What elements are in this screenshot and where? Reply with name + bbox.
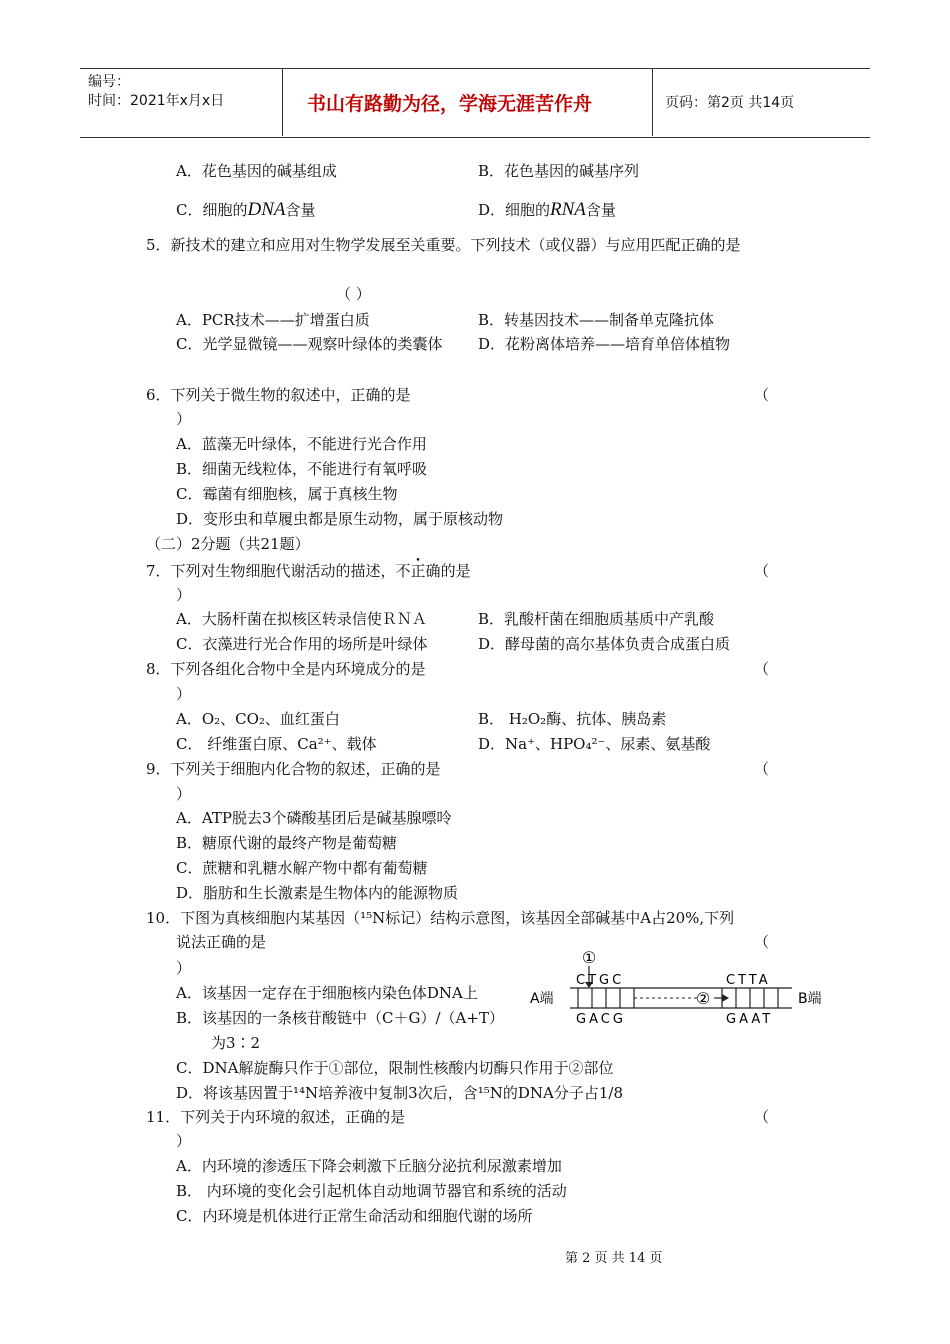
- q7-option-b: B．乳酸杆菌在细胞质基质中产乳酸: [478, 610, 715, 628]
- header-divider: [282, 68, 283, 136]
- q5-stem: 5．新技术的建立和应用对生物学发展至关重要。下列技术（或仪器）与应用匹配正确的是: [146, 236, 741, 254]
- q11-bracket-close: ）: [176, 1132, 192, 1150]
- q11-stem: 11．下列关于内环境的叙述，正确的是: [146, 1108, 406, 1126]
- q5-option-a: A．PCR技术——扩增蛋白质: [176, 311, 370, 329]
- q8-stem: 8．下列各组化合物中全是内环境成分的是: [146, 660, 426, 678]
- q9-stem: 9．下列关于细胞内化合物的叙述，正确的是: [146, 760, 441, 778]
- q8-bracket-open: （: [754, 660, 770, 678]
- q4-option-b: B．花色基因的碱基序列: [478, 162, 640, 180]
- bottom-right-sequence: GAAT: [726, 1012, 774, 1027]
- page-footer: 第 2 页 共 14 页: [565, 1251, 663, 1266]
- q11-option-b: B． 内环境的变化会引起机体自动地调节器官和系统的活动: [176, 1182, 567, 1200]
- site1-label: ①: [581, 948, 597, 967]
- q7-bracket-open: （: [754, 562, 770, 580]
- q4-option-d-prefix: D．细胞的: [478, 201, 551, 219]
- q9-bracket-open: （: [754, 760, 770, 778]
- gene-structure-diagram: [530, 948, 840, 1032]
- q7-option-d: D．酵母菌的高尔基体负责合成蛋白质: [478, 635, 731, 653]
- q6-stem: 6．下列关于微生物的叙述中，正确的是: [146, 386, 411, 404]
- end-b-label: B端: [798, 991, 822, 1007]
- section-label: （二）2分题（共21题）: [146, 535, 310, 553]
- q4-option-a: A．花色基因的碱基组成: [176, 162, 337, 180]
- q4-option-d-suffix: 含量: [585, 201, 616, 219]
- q8-bracket-close: ）: [176, 685, 192, 703]
- bottom-left-sequence: GACG: [576, 1012, 626, 1027]
- q8-option-d: D．Na⁺、HPO₄²⁻、尿素、氨基酸: [478, 735, 711, 753]
- q7-option-a: A．大肠杆菌在拟核区转录信使ＲＮＡ: [176, 610, 427, 628]
- q5-bracket: （ ）: [336, 285, 371, 303]
- q6-bracket-close: ）: [176, 410, 192, 428]
- q7-stem-post: 的是: [440, 562, 471, 580]
- header-divider: [652, 68, 653, 136]
- q10-option-a: A．该基因一定存在于细胞核内染色体DNA上: [176, 984, 478, 1002]
- end-a-label: A端: [530, 991, 554, 1007]
- q10-option-c: C．DNA解旋酶只作于①部位，限制性核酸内切酶只作用于②部位: [176, 1059, 614, 1077]
- q10-bracket-open: （: [754, 933, 770, 951]
- q11-option-a: A．内环境的渗透压下降会刺激下丘脑分泌抗利尿激素增加: [176, 1157, 562, 1175]
- q7-stem-emphasis: 不正确: [395, 562, 441, 580]
- q8-option-a: A．O₂、CO₂、血红蛋白: [176, 710, 340, 728]
- q10-stem-line2: 说法正确的是: [176, 933, 267, 951]
- q4-option-d: [478, 200, 616, 220]
- header-page-info: 页码：第2页 共14页: [665, 95, 795, 111]
- top-right-sequence: CTTA: [726, 973, 771, 988]
- q10-stem-line1: 10．下图为真核细胞内某基因（¹⁵N标记）结构示意图，该基因全部碱基中A占20%,下列: [146, 909, 735, 927]
- q4-option-c-suffix: 含量: [285, 201, 316, 219]
- q11-bracket-open: （: [754, 1108, 770, 1126]
- q7-option-c: C．衣藻进行光合作用的场所是叶绿体: [176, 635, 428, 653]
- q9-option-b: B．糖原代谢的最终产物是葡萄糖: [176, 834, 398, 852]
- q6-option-a: A．蓝藻无叶绿体，不能进行光合作用: [176, 435, 427, 453]
- q5-option-b: B．转基因技术——制备单克隆抗体: [478, 311, 715, 329]
- q5-option-d: D．花粉离体培养——培育单倍体植物: [478, 335, 731, 353]
- q6-option-d: D．变形虫和草履虫都是原生动物，属于原核动物: [176, 510, 504, 528]
- q10-option-d: D．将该基因置于¹⁴N培养液中复制3次后，含¹⁵N的DNA分子占1/8: [176, 1084, 623, 1102]
- q10-option-b-line1: B．该基因的一条核苷酸链中（C＋G）/（A+T）: [176, 1009, 504, 1027]
- header-motto: 书山有路勤为径，学海无涯苦作舟: [307, 93, 593, 115]
- q7-stem: [146, 561, 471, 581]
- q6-bracket-open: （: [754, 386, 770, 404]
- q9-option-c: C．蔗糖和乳糖水解产物中都有葡萄糖: [176, 859, 428, 877]
- q4-option-c-italic: DNA: [247, 199, 286, 220]
- q4-option-c: [176, 200, 316, 220]
- q9-option-d: D．脂肪和生长激素是生物体内的能源物质: [176, 884, 459, 902]
- header-date-label: 时间：2021年x月x日: [88, 93, 225, 109]
- q5-option-c: C．光学显微镜——观察叶绿体的类囊体: [176, 335, 443, 353]
- header-number-label: 编号：: [88, 74, 130, 90]
- q7-bracket-close: ）: [176, 586, 192, 604]
- q11-option-c: C．内环境是机体进行正常生命活动和细胞代谢的场所: [176, 1207, 533, 1225]
- q9-bracket-close: ）: [176, 785, 192, 803]
- q4-option-c-prefix: C．细胞的: [176, 201, 248, 219]
- q6-option-c: C．霉菌有细胞核，属于真核生物: [176, 485, 398, 503]
- q9-option-a: A．ATP脱去3个磷酸基团后是碱基腺嘌呤: [176, 809, 452, 827]
- q8-option-b: B． H₂O₂酶、抗体、胰岛素: [478, 710, 667, 728]
- q10-bracket-close: ）: [176, 959, 192, 977]
- q4-option-d-italic: RNA: [550, 199, 586, 220]
- top-left-sequence: CTGC: [576, 973, 625, 988]
- q8-option-c: C． 纤维蛋白原、Ca²⁺、载体: [176, 735, 377, 753]
- q6-option-b: B．细菌无线粒体，不能进行有氧呼吸: [176, 460, 428, 478]
- q10-option-b-line2: 为3∶2: [211, 1034, 261, 1052]
- q7-stem-pre: 7．下列对生物细胞代谢活动的描述，: [146, 562, 396, 580]
- site2-label: ②: [695, 989, 711, 1008]
